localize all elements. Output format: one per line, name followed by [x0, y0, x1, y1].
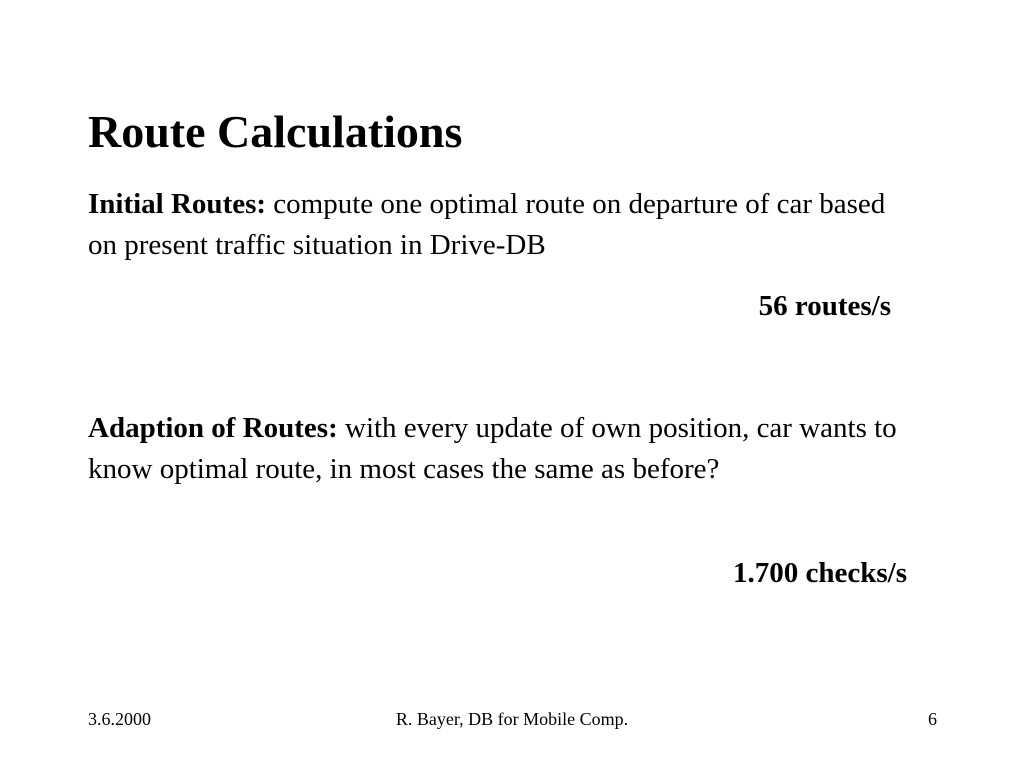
- adaption-of-routes-term: Adaption of Routes:: [88, 412, 338, 444]
- footer-author-title: R. Bayer, DB for Mobile Comp.: [395, 709, 629, 729]
- adaption-of-routes-text: with every update of own position, car wants to know optimal route, in most cases the same as before?: [88, 412, 897, 485]
- footer-date: 3.6.2000: [88, 709, 151, 729]
- adaption-of-routes-metric: 1.700 checks/s: [733, 557, 907, 589]
- initial-routes-text: compute one optimal route on departure of car based on present traffic situation in Drive-DB: [88, 188, 886, 261]
- adaption-of-routes-paragraph: [88, 408, 908, 490]
- initial-routes-paragraph: [88, 184, 908, 266]
- initial-routes-metric: 56 routes/s: [758, 290, 891, 322]
- slide-title: Route Calculations: [88, 106, 463, 157]
- footer-page-number: 6: [928, 709, 937, 729]
- initial-routes-term: Initial Routes:: [88, 188, 267, 220]
